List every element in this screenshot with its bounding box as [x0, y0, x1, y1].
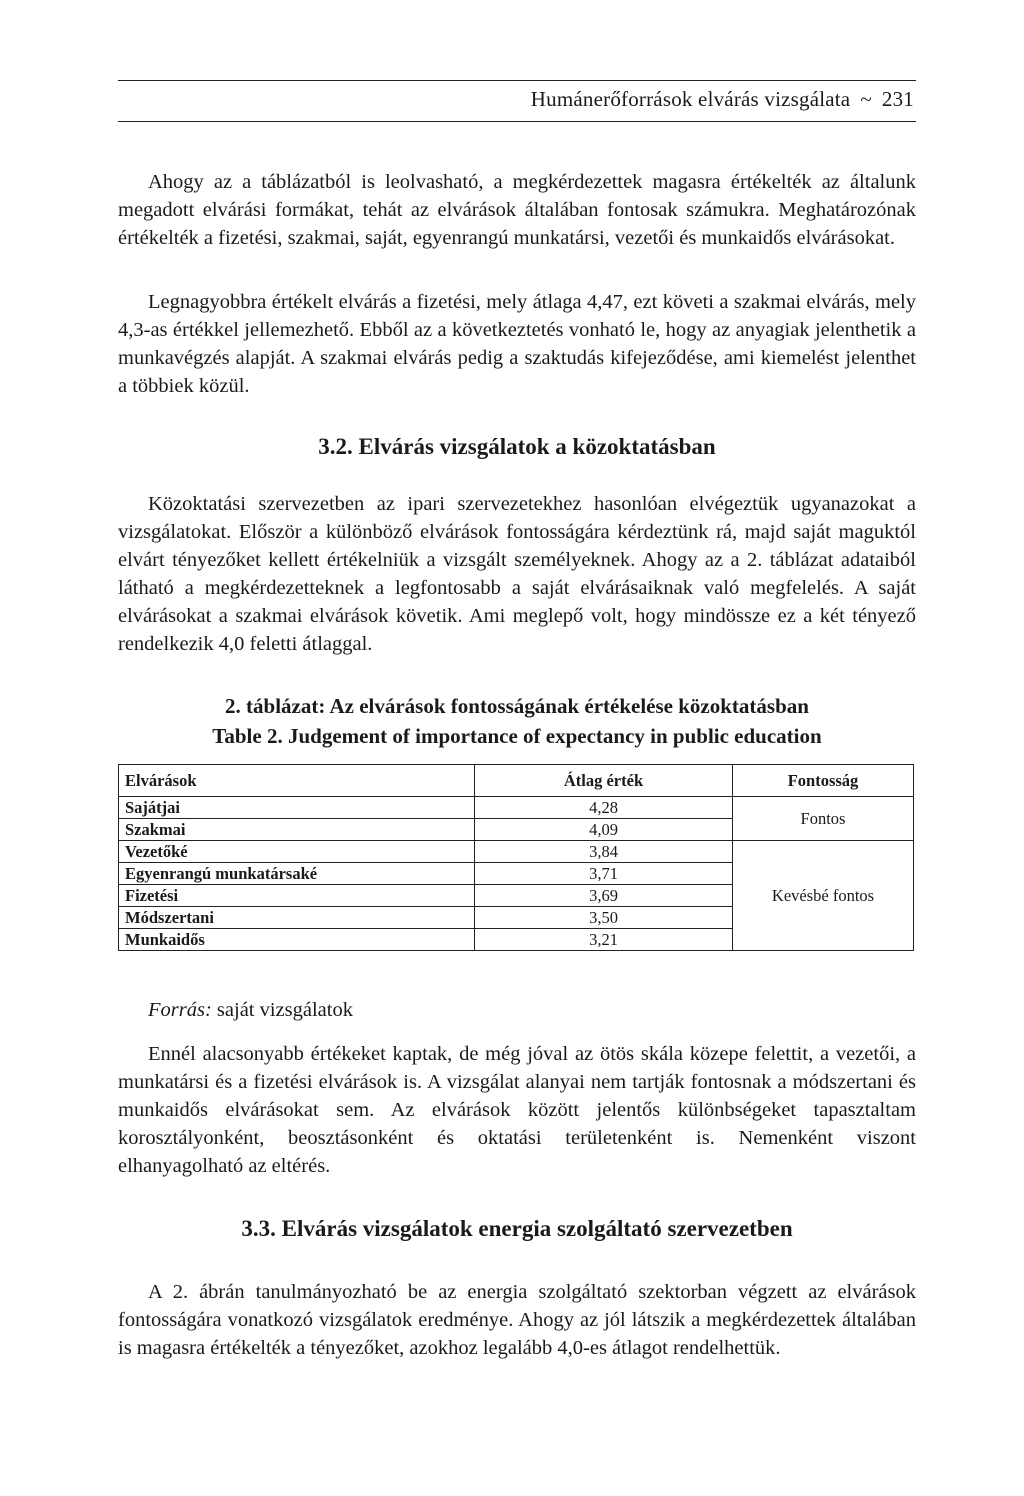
- source-text: saját vizsgálatok: [211, 999, 353, 1021]
- row-label: Vezetőké: [119, 841, 475, 863]
- row-label: Egyenrangú munkatársaké: [119, 863, 475, 885]
- header-separator: ~: [860, 87, 872, 111]
- importance-group-low: Kevésbé fontos: [733, 841, 914, 951]
- table-row: [119, 841, 914, 863]
- running-header-text: [531, 87, 914, 112]
- row-label: Szakmai: [119, 819, 475, 841]
- table-caption-hu: 2. táblázat: Az elvárások fontosságának értékelése közoktatásban: [225, 694, 809, 718]
- table-header-row: [119, 765, 914, 797]
- row-value: 3,69: [475, 885, 733, 907]
- row-label: Munkaidős: [119, 929, 475, 951]
- row-value: 3,50: [475, 907, 733, 929]
- source-label: Forrás:: [148, 999, 212, 1021]
- header-cell-importance: Fontosság: [733, 765, 914, 797]
- table-row: [119, 797, 914, 819]
- row-label: Fizetési: [119, 885, 475, 907]
- paragraph-1: Ahogy az a táblázatból is leolvasható, a megkérdezettek magasra értékelték az általunk megadott elvárási formákat, tehát az elvárások általában fontosak számukra. Meghatározónak értékelték a fizetési, szakmai, saját, egyenrangú munkatársi, vezetői és munkaidős elvárásokat.: [118, 171, 916, 249]
- row-value: 4,28: [475, 797, 733, 819]
- header-cell-expectations: Elvárások: [119, 765, 475, 797]
- expectancy-table: [118, 764, 914, 951]
- table-caption-en: Table 2. Judgement of importance of expectancy in public education: [212, 724, 822, 748]
- page-number: 231: [881, 87, 914, 111]
- header-cell-average: Átlag érték: [475, 765, 733, 797]
- importance-group-high: Fontos: [733, 797, 914, 841]
- section-heading-3-3: 3.3. Elvárás vizsgálatok energia szolgáltató szervezetben: [241, 1216, 793, 1241]
- paragraph-5: A 2. ábrán tanulmányozható be az energia szolgáltató szektorban végzett az elvárások fontosságára vonatkozó vizsgálatok eredménye. Ahogy az jól látszik a megkérdezettek általában is magasra értékelték a tényezőket, azokhoz legalább 4,0-es átlagot rendelhettük.: [118, 1281, 916, 1359]
- table-source: [148, 999, 353, 1022]
- paragraph-4: Ennél alacsonyabb értékeket kaptak, de még jóval az ötös skála közepe felettit, a vezetői, a munkatársi és a fizetési elvárások is. A vizsgálat alanyai nem tartják fontosnak a módszertani és munkaidős elvárásokat sem. Az elvárások között jelentős különbségeket tapasztaltam korosztályonként, beosztásonként és oktatási területenként is. Nemenként viszont elhanyagolható az eltérés.: [118, 1043, 916, 1177]
- row-value: 3,84: [475, 841, 733, 863]
- paragraph-2: Legnagyobbra értékelt elvárás a fizetési, mely átlaga 4,47, ezt követi a szakmai elvárás, mely 4,3-as értékkel jellemezhető. Ebből az a következtetés vonható le, hogy az anyagiak jelenthetik a munkavégzés alapját. A szakmai elvárás pedig a szaktudás kifejeződése, ami kiemelést jelenthet a többiek közül.: [118, 291, 916, 397]
- running-header: [118, 80, 916, 122]
- row-value: 3,71: [475, 863, 733, 885]
- row-value: 3,21: [475, 929, 733, 951]
- paragraph-3: Közoktatási szervezetben az ipari szervezetekhez hasonlóan elvégeztük ugyanazokat a vizsgálatokat. Először a különböző elvárások fontosságára kérdeztünk rá, majd saját maguktól elvárt tényezőket kellett értékelniük a vizsgált személyeknek. Ahogy az a 2. táblázat adataiból látható a megkérdezetteknek a legfontosabb a saját elvárásaiknak való megfelelés. A saját elvárásokat a szakmai elvárások követik. Ami meglepő volt, hogy mindössze ez a két tényező rendelkezik 4,0 feletti átlaggal.: [118, 493, 916, 655]
- row-value: 4,09: [475, 819, 733, 841]
- section-heading-3-2: 3.2. Elvárás vizsgálatok a közoktatásban: [318, 434, 716, 459]
- row-label: Sajátjai: [119, 797, 475, 819]
- running-title: Humánerőforrások elvárás vizsgálata: [530, 87, 851, 111]
- row-label: Módszertani: [119, 907, 475, 929]
